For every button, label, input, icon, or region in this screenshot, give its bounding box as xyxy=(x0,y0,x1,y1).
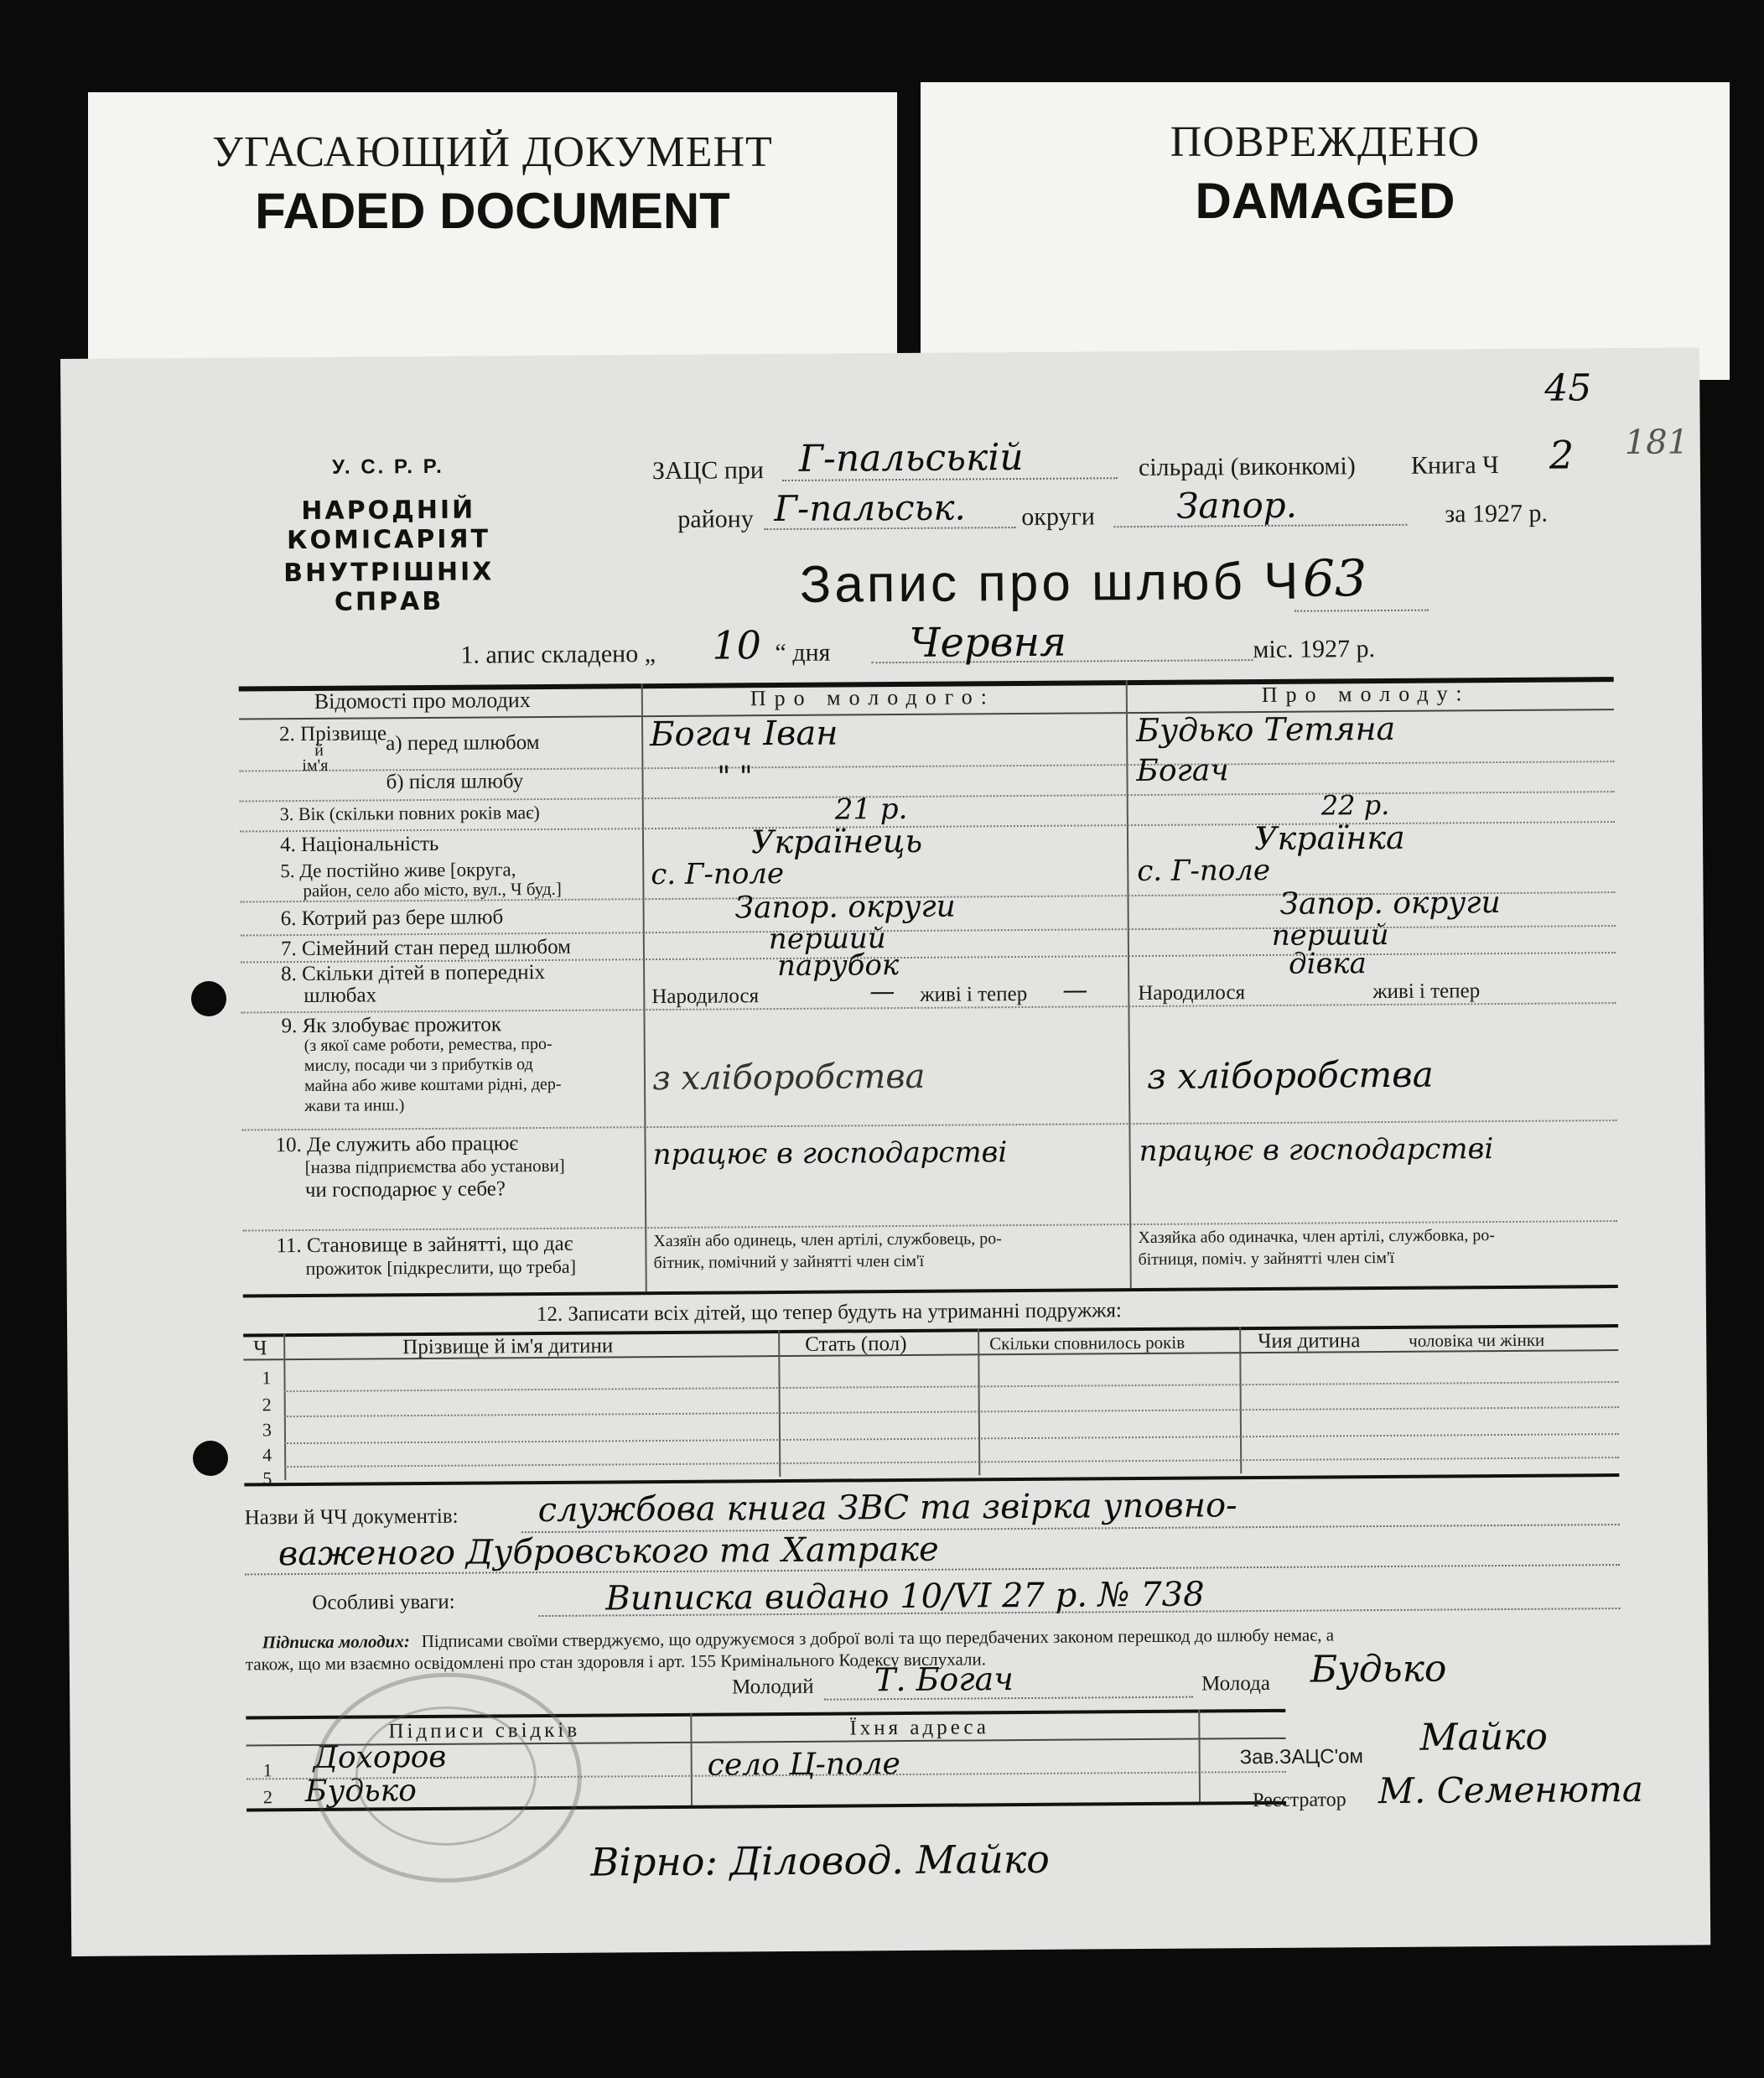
row7-label: 7. Сімейний стан перед шлюбом xyxy=(280,935,572,961)
col-bride-header: Про молоду: xyxy=(1261,681,1471,708)
groom-work: працює в господарстві xyxy=(652,1135,1008,1172)
witness-num-1: 1 xyxy=(262,1759,272,1781)
row8-label-2: шлюбах xyxy=(304,984,377,1007)
corner-mark-top: 45 xyxy=(1544,366,1592,410)
children-col-sex: Стать (пол) xyxy=(805,1332,907,1356)
row11-label-1: 11. Становище в зайнятті, що дає xyxy=(276,1232,573,1258)
row11-label-2: прожиток [підкреслити, що треба] xyxy=(305,1255,577,1279)
groom-nationality: Українець xyxy=(750,822,923,861)
declaration-lead: Підписка молодих: xyxy=(262,1631,410,1653)
damaged-card xyxy=(921,82,1730,380)
head-label: Зав.ЗАЦС'ом xyxy=(1239,1745,1364,1769)
groom-residence-2: Запор. округи xyxy=(734,889,956,926)
groom-signature: Т. Богач xyxy=(874,1660,1014,1699)
row5-label-2: район, село або місто, вул., Ч буд.] xyxy=(303,878,562,901)
children-num-1: 1 xyxy=(262,1367,272,1389)
record-title: Запис про шлюб Ч xyxy=(799,552,1302,614)
bride-living: з хліборобства xyxy=(1146,1053,1434,1097)
punch-hole-top xyxy=(191,981,226,1016)
bride-nationality: Українка xyxy=(1253,818,1405,858)
groom-born-value: — xyxy=(869,977,895,1007)
notes-label: Особливі уваги: xyxy=(312,1590,455,1614)
documents-value-2: важеного Дубровського та Хатраке xyxy=(278,1530,939,1574)
declaration-text-1: Підписами своїми стверджуємо, що одружуємося з доброї волі та що передбачених законом перешкод до шлюбу немає, а xyxy=(421,1624,1335,1652)
row2-before-label: а) перед шлюбом xyxy=(386,731,540,756)
district-value: Г-пальськ. xyxy=(774,486,966,530)
head-signature: Майко xyxy=(1419,1715,1549,1759)
year-label: за 1927 р. xyxy=(1445,499,1549,528)
documents-label: Назви й ЧЧ документів: xyxy=(244,1504,459,1530)
notes-value: Виписка видано 10/VI 27 р. № 738 xyxy=(605,1575,1205,1618)
council-label: сільраді (виконкомі) xyxy=(1138,452,1356,482)
children-col-whose-2: чоловіка чи жінки xyxy=(1409,1329,1545,1351)
row2-after-label: б) після шлюбу xyxy=(386,770,524,794)
corner-mark-side: 181 xyxy=(1624,423,1689,462)
row2-label-b: й xyxy=(314,740,324,760)
children-num-2: 2 xyxy=(262,1394,272,1416)
row10-label-2: [назва підприємства або установи] xyxy=(304,1155,565,1177)
row5-label-1: 5. Де постійно живе [округа, xyxy=(280,859,516,882)
bride-sign-label: Молода xyxy=(1201,1671,1271,1696)
declaration-text-2: також, що ми взаємно освідомлені про стан здоровля і арт. 155 Кримінального Кодексу вислухали. xyxy=(245,1649,987,1675)
row6-label: 6. Котрий раз бере шлюб xyxy=(280,906,504,931)
children-col-no: Ч xyxy=(253,1337,267,1360)
children-num-5: 5 xyxy=(262,1468,272,1489)
compiled-day: 10 xyxy=(712,622,762,668)
row10-label-3: чи господарює у себе? xyxy=(304,1177,506,1202)
groom-residence-1: с. Г-поле xyxy=(651,856,785,892)
bride-name-before: Будько Тетяна xyxy=(1135,709,1396,750)
registrar-signature: М. Семенюта xyxy=(1377,1768,1644,1812)
book-label: Книга Ч xyxy=(1410,451,1499,480)
witness-signature-1: Дохоров xyxy=(313,1739,447,1775)
office-stamp-inner xyxy=(355,1706,537,1847)
groom-sign-label: Молодий xyxy=(731,1675,814,1699)
bride-signature: Будько xyxy=(1310,1647,1447,1691)
bride-position-2: бітниця, поміч. у зайнятті член сім'ї xyxy=(1138,1248,1395,1270)
compiled-label: 1. апис складено „ xyxy=(460,640,656,669)
bride-residence-2: Запор. округи xyxy=(1279,886,1501,922)
groom-times-married: перший xyxy=(768,922,886,957)
groom-living: з хліборобства xyxy=(651,1057,926,1099)
row9-label-5: жави та инш.) xyxy=(304,1096,405,1115)
row8-label-1: 8. Скільки дітей в попередніх xyxy=(281,960,546,986)
groom-position-2: бітник, помічний у зайнятті член сім'ї xyxy=(653,1251,925,1273)
bride-work: працює в господарстві xyxy=(1139,1132,1494,1169)
bride-alive-label: живі і тепер xyxy=(1372,979,1481,1004)
bride-times-married: перший xyxy=(1271,917,1389,953)
groom-alive-label: живі і тепер xyxy=(920,982,1028,1006)
children-col-whose: Чия дитина xyxy=(1258,1329,1361,1353)
groom-marital-status: парубок xyxy=(776,948,900,984)
issuer-block xyxy=(229,455,548,618)
faded-document-card xyxy=(88,92,897,382)
faded-label-ru: УГАСАЮЩИЙ ДОКУМЕНТ xyxy=(212,128,773,176)
witness-addr-header: Їхня адреса xyxy=(849,1716,990,1740)
bride-residence-1: с. Г-поле xyxy=(1137,853,1271,889)
okrug-value: Запор. xyxy=(1176,484,1298,527)
usrr-label: У. С. Р. Р. xyxy=(331,455,444,479)
certified-signature: Вірно: Діловод. Майко xyxy=(590,1836,1051,1885)
groom-name-before: Богач Іван xyxy=(649,714,838,755)
book-value: 2 xyxy=(1549,432,1575,478)
documents-value-1: службова книга ЗВС та звірка уповно- xyxy=(537,1486,1237,1530)
compiled-month: Червня xyxy=(909,618,1067,667)
witness-sig-header: Підписи свідків xyxy=(388,1718,581,1743)
witness-signature-2: Будько xyxy=(304,1774,418,1810)
row9-label-1: 9. Як злобуває прожиток xyxy=(281,1013,502,1038)
groom-born-label: Народилося xyxy=(651,984,760,1009)
record-number: 63 xyxy=(1302,549,1367,609)
bride-age: 22 р. xyxy=(1320,788,1390,822)
bride-marital-status: дівка xyxy=(1288,947,1367,981)
damaged-label-ru: ПОВРЕЖДЕНО xyxy=(1170,118,1481,166)
groom-position-1: Хазяїн або одинець, член артілі, службовець, ро- xyxy=(653,1229,1002,1251)
col-info-header: Відомості про молодих xyxy=(314,688,531,714)
registrar-label: Реєстратор xyxy=(1252,1789,1346,1812)
punch-hole-bottom xyxy=(193,1441,228,1476)
groom-name-after: " " xyxy=(717,760,753,794)
row2-label-c: ім'я xyxy=(302,756,329,775)
damaged-label-en: DAMAGED xyxy=(1195,173,1455,229)
children-num-4: 4 xyxy=(262,1444,272,1466)
compiled-year-label: міс. 1927 р. xyxy=(1253,635,1376,664)
faded-label-en: FADED DOCUMENT xyxy=(255,183,730,239)
okrug-label: округи xyxy=(1021,502,1096,532)
zags-value: Г-пальській xyxy=(798,435,1024,481)
commissariat-line-2: ВНУТРІШНІХ СПРАВ xyxy=(283,557,495,617)
children-title: 12. Записати всіх дітей, що тепер будуть на утриманні подружжя: xyxy=(536,1299,1122,1327)
children-num-3: 3 xyxy=(262,1419,272,1441)
witness-address-1: село Ц-поле xyxy=(707,1747,901,1783)
row2-label: 2. Прізвище xyxy=(279,722,387,746)
groom-alive-value: — xyxy=(1062,975,1088,1005)
row9-label-4: майна або живе коштами рідні, дер- xyxy=(304,1074,562,1095)
compiled-day-label: “ дня xyxy=(775,638,831,668)
children-col-age: Скільки сповнилось років xyxy=(989,1332,1186,1354)
row3-label: 3. Вік (скільки повних років має) xyxy=(279,802,540,825)
bride-born-label: Народилося xyxy=(1138,981,1246,1005)
col-groom-header: Про молодого: xyxy=(750,684,996,711)
marriage-record-sheet xyxy=(60,347,1710,1956)
bride-name-after: Богач xyxy=(1136,753,1229,789)
row9-label-2: (з якої саме роботи, ремества, про- xyxy=(304,1034,553,1055)
zags-label: ЗАЦС при xyxy=(651,456,765,486)
children-col-name: Прізвище й ім'я дитини xyxy=(402,1334,614,1359)
bride-position-1: Хазяйка або одиначка, член артілі, службовка, ро- xyxy=(1138,1226,1496,1248)
row10-label-1: 10. Де служить або працює xyxy=(275,1132,519,1157)
district-label: району xyxy=(677,505,754,533)
row4-label: 4. Національність xyxy=(279,832,439,857)
witness-num-2: 2 xyxy=(262,1786,273,1808)
row9-label-3: мислу, посади чи з прибутків од xyxy=(304,1055,533,1075)
groom-age: 21 р. xyxy=(834,792,908,827)
commissariat-line-1: НАРОДНІЙ КОМІСАРІЯТ xyxy=(286,495,491,556)
